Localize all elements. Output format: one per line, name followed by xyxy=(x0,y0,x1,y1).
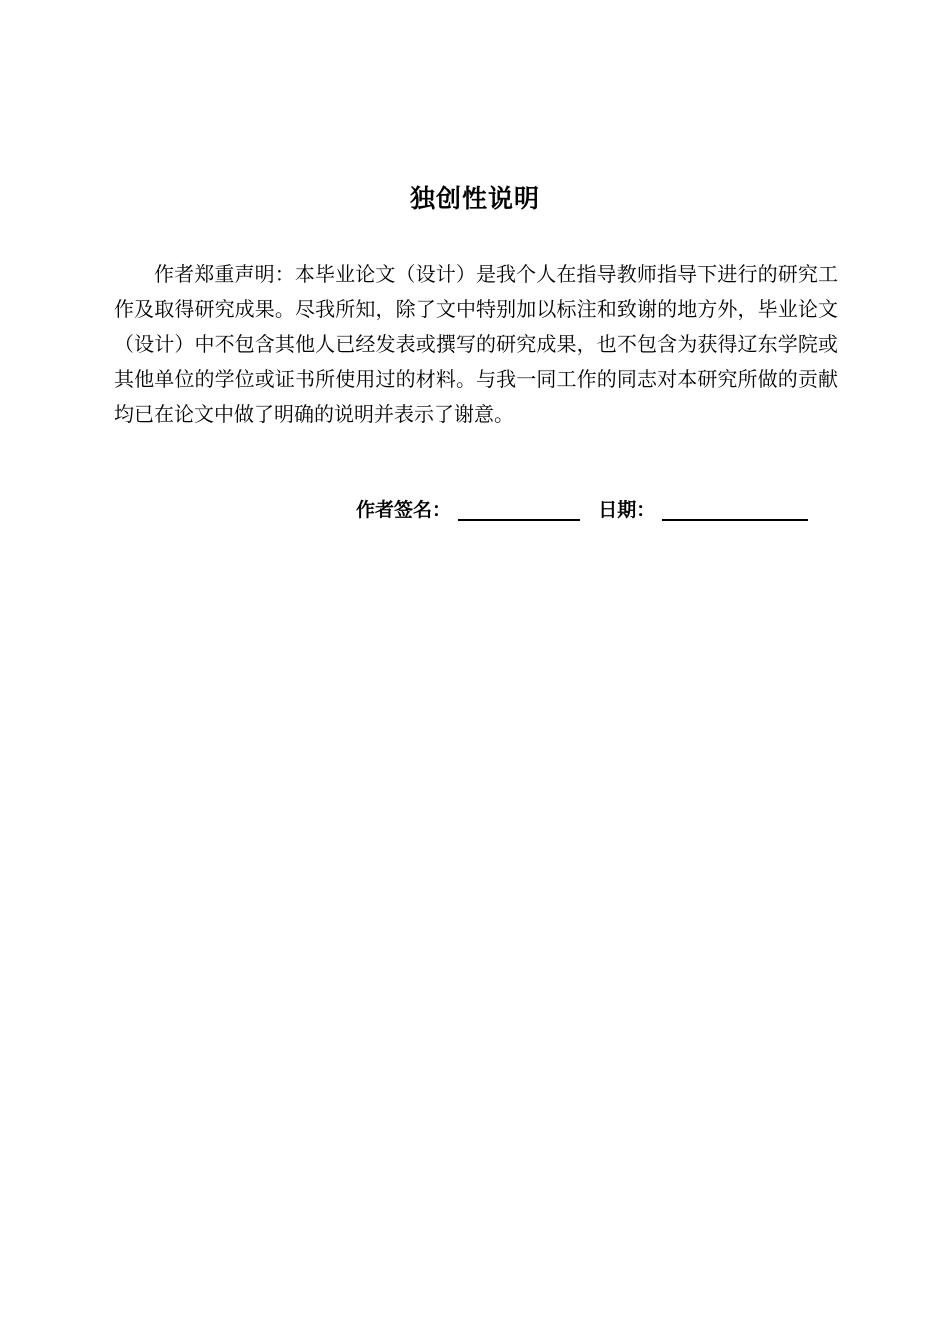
date-label: 日期： xyxy=(598,499,656,521)
declaration-paragraph: 作者郑重声明：本毕业论文（设计）是我个人在指导教师指导下进行的研究工作及取得研究成果。尽我所知，除了文中特别加以标注和致谢的地方外，毕业论文（设计）中不包含其他人已经发表或撰写的研究成果，也不包含为获得辽东学院或其他单位的学位或证书所使用过的材料。与我一同工作的同志对本研究所做的贡献均已在论文中做了明确的说明并表示了谢意。 xyxy=(114,262,838,426)
signature-blank-line[interactable] xyxy=(458,493,580,521)
signature-row xyxy=(356,493,826,527)
signature-label: 作者签名： xyxy=(356,499,452,521)
date-blank-line[interactable] xyxy=(662,493,808,521)
document-title: 独创性说明 xyxy=(409,184,540,213)
